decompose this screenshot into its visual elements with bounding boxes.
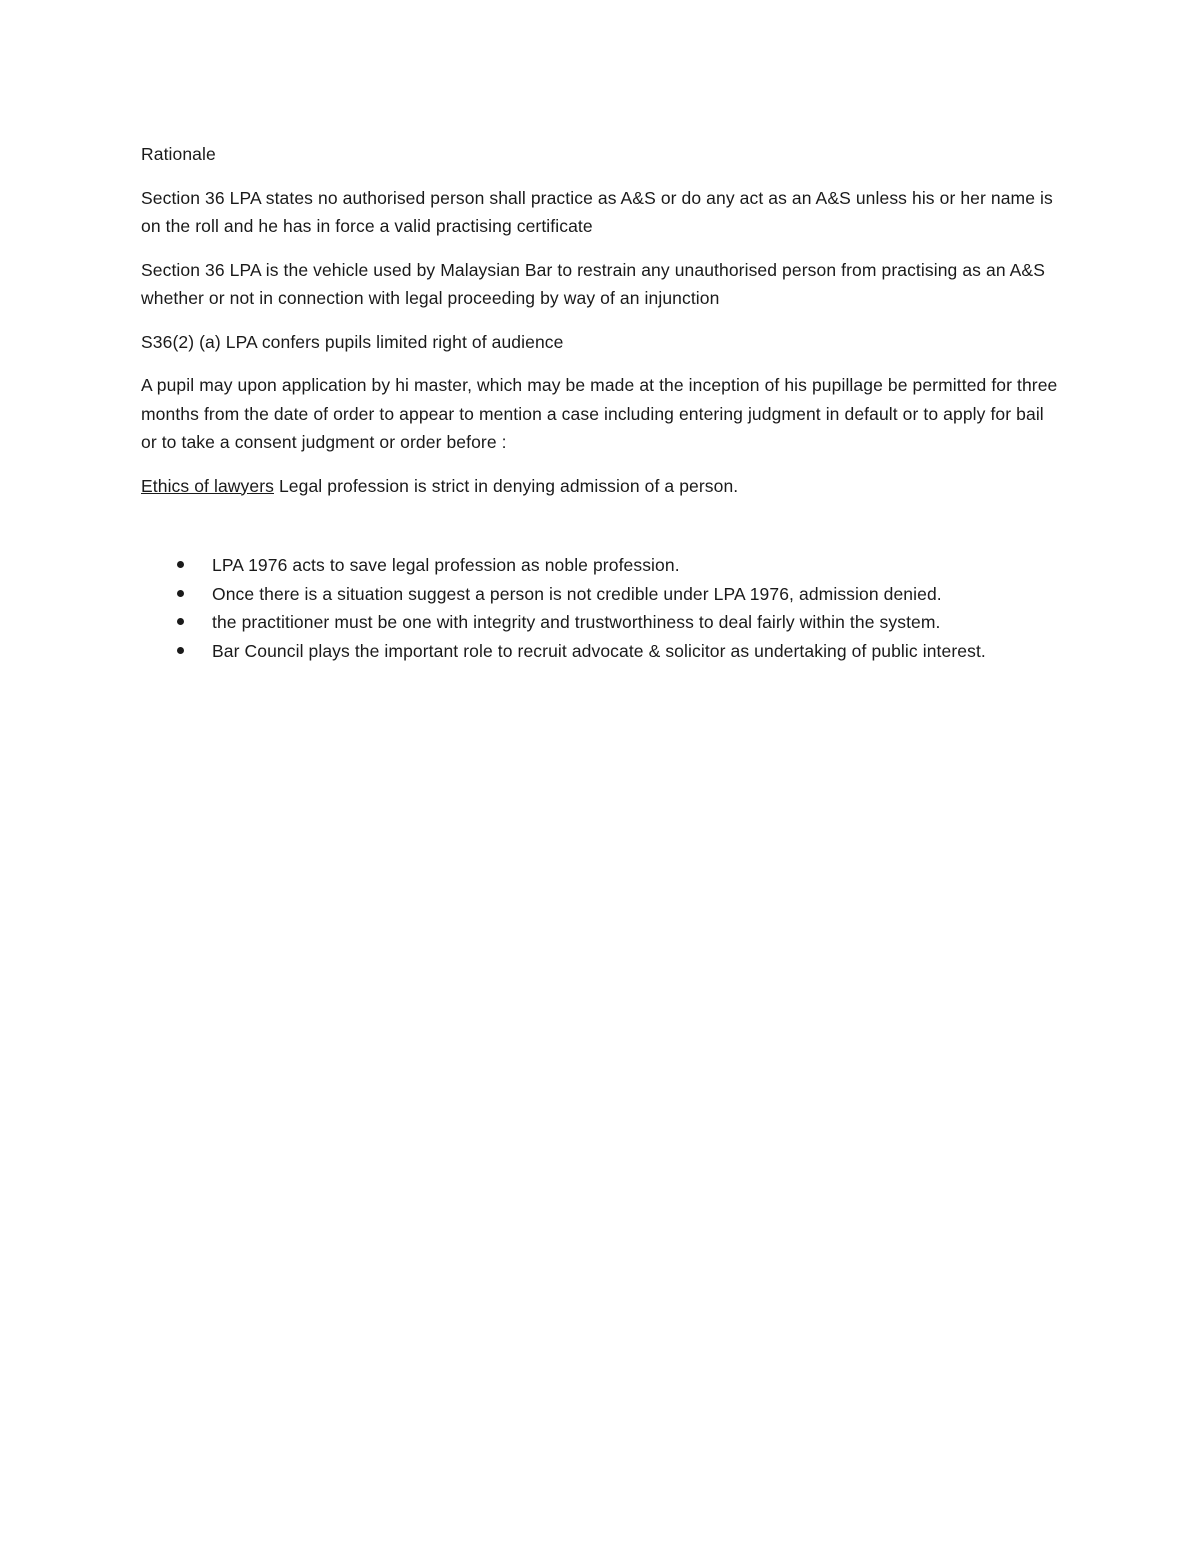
bullet-icon [177,647,184,654]
section-heading: Rationale [141,144,216,164]
list-item-text: LPA 1976 acts to save legal profession as noble profession. [212,555,680,575]
bullet-icon [177,618,184,625]
list-item [141,608,1061,637]
bullet-icon [177,561,184,568]
paragraph-ethics [141,472,1061,501]
paragraph-section-36: Section 36 LPA states no authorised person shall practice as A&S or do any act as an A&S unless his or her name is on the roll and he has in force a valid practising certificate [141,187,1053,236]
list-item-text: Bar Council plays the important role to recruit advocate & solicitor as undertaking of public interest. [212,640,986,661]
bullet-list [141,551,1061,665]
ethics-heading: Ethics of lawyers [141,475,274,496]
list-item-text: the practitioner must be one with integrity and trustworthiness to deal fairly within the system. [212,612,941,632]
list-item-text: Once there is a situation suggest a person is not credible under LPA 1976, admission denied. [212,583,942,604]
paragraph-pupil-application: A pupil may upon application by hi master, which may be made at the inception of his pupillage be permitted for three months from the date of order to appear to mention a case including entering judgment in default or to apply for bail or to take a consent judgment or order before : [141,375,1058,452]
paragraph-right-of-audience: S36(2) (a) LPA confers pupils limited right of audience [141,331,564,352]
ethics-text: Legal profession is strict in denying admission of a person. [274,475,739,496]
list-item [141,551,1061,580]
list-item [141,637,1061,666]
list-item [141,580,1061,609]
paragraph-injunction: Section 36 LPA is the vehicle used by Malaysian Bar to restrain any unauthorised person from practising as an A&S whether or not in connection with legal proceeding by way of an injunction [141,259,1045,308]
bullet-icon [177,590,184,597]
document-body [141,140,1061,665]
